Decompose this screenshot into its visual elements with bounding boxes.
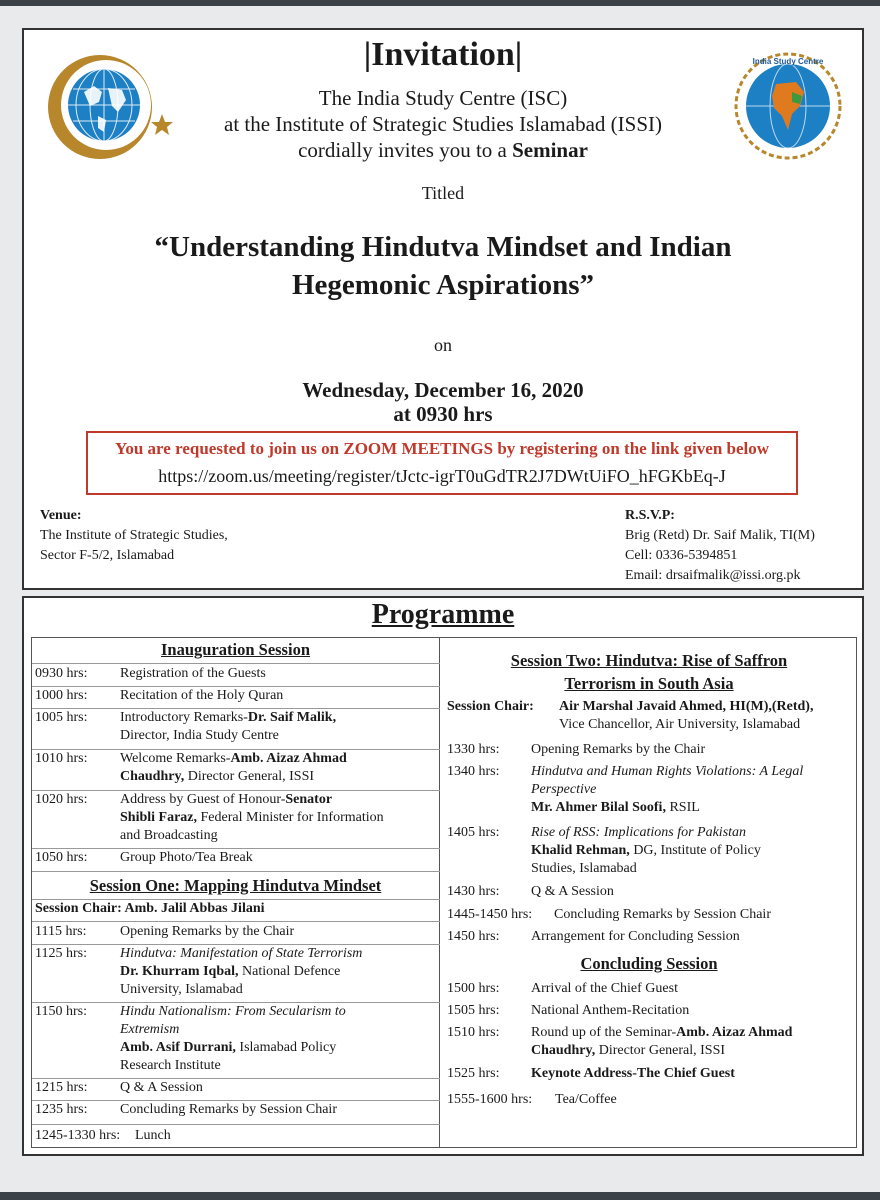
row-speaker: Khalid Rehman, (531, 843, 630, 858)
schedule-row (447, 928, 852, 946)
seminar-title (24, 228, 862, 304)
row-time: 1125 hrs: (35, 946, 87, 961)
row-text (531, 824, 761, 878)
row-time: 1150 hrs: (35, 1004, 87, 1019)
row-text: Opening Remarks by the Chair (531, 742, 706, 757)
zoom-registration-link[interactable]: https://zoom.us/meeting/register/tJctc-igrT0uGdTR2J7DWtUiFO_hFGKbEq-J (158, 466, 726, 486)
zoom-registration-box (86, 431, 798, 495)
session-two-heading (440, 649, 858, 695)
row-time: 1405 hrs: (447, 825, 500, 840)
row-time: 1430 hrs: (447, 884, 500, 899)
seminar-title-line-1: “Understanding Hindutva Mindset and Indian (154, 231, 732, 263)
row-time: 1050 hrs: (35, 850, 88, 865)
row-affiliation-cont: Research Institute (120, 1058, 221, 1073)
row-text: Recitation of the Holy Quran (120, 688, 284, 703)
row-speaker: Dr. Saif Malik, (247, 710, 337, 725)
schedule-row (35, 665, 435, 683)
schedule-row (447, 883, 852, 901)
row-time: 1340 hrs: (447, 764, 500, 779)
row-text: Group Photo/Tea Break (120, 850, 253, 865)
row-speaker: Mr. Ahmer Bilal Soofi, (531, 800, 666, 815)
row-time: 1450 hrs: (447, 929, 500, 944)
row-time: 1215 hrs: (35, 1080, 88, 1095)
venue-line-1: The Institute of Strategic Studies, (40, 528, 228, 543)
row-text: Arrival of the Chief Guest (531, 981, 678, 996)
session-one-heading: Session One: Mapping Hindutva Mindset (89, 876, 382, 895)
row-topic: Hindutva: Manifestation of State Terrorism (120, 946, 363, 961)
row-text: National Anthem-Recitation (531, 1003, 690, 1018)
row-text: Registration of the Guests (120, 666, 266, 681)
row-topic-cont: Perspective (531, 782, 597, 797)
venue-label: Venue: (40, 508, 82, 523)
logo-right-text: India Study Centre (752, 57, 824, 66)
event-date-block (24, 378, 862, 426)
row-time: 1020 hrs: (35, 792, 88, 807)
titled-label: Titled (421, 183, 465, 203)
row-affiliation: Director General, ISSI (595, 1043, 726, 1058)
row-time: 1510 hrs: (447, 1025, 500, 1040)
venue-line-2: Sector F-5/2, Islamabad (40, 548, 175, 563)
row-text (531, 1024, 792, 1060)
rsvp-name: Brig (Retd) Dr. Saif Malik, TI(M) (625, 528, 815, 543)
row-time: 1555-1600 hrs: (447, 1092, 533, 1107)
invitation-title: |Invitation| (363, 36, 523, 73)
on-label: on (434, 335, 452, 355)
seminar-title-line-2: Hegemonic Aspirations” (291, 269, 595, 301)
row-topic: Rise of RSS: Implications for Pakistan (531, 825, 747, 840)
rsvp-cell: Cell: 0336-5394851 (625, 548, 738, 563)
schedule-row (35, 709, 435, 745)
row-time: 1115 hrs: (35, 924, 87, 939)
schedule-row (35, 687, 435, 705)
row-text (120, 791, 384, 845)
row-text: Tea/Coffee (555, 1092, 617, 1107)
schedule-row (447, 1024, 852, 1060)
row-time: 1245-1330 hrs: (35, 1128, 121, 1143)
row-time: 1005 hrs: (35, 710, 88, 725)
row-role: Introductory Remarks- (120, 710, 248, 725)
row-text: Concluding Remarks by Session Chair (554, 907, 771, 922)
organizer-line-2: at the Institute of Strategic Studies Islamabad (ISSI) (224, 112, 662, 136)
row-speaker-cont: Chaudhry, (120, 769, 185, 784)
row-affiliation: RSIL (665, 800, 700, 815)
organizer-line-1: The India Study Centre (ISC) (318, 86, 568, 110)
row-time: 1010 hrs: (35, 751, 88, 766)
row-text (120, 750, 347, 786)
row-role: Welcome Remarks- (120, 751, 231, 766)
row-rule (32, 899, 440, 900)
row-rule (32, 921, 440, 922)
row-time: 1000 hrs: (35, 688, 88, 703)
row-text (120, 709, 336, 745)
row-affiliation-cont: University, Islamabad (120, 982, 243, 997)
row-text (120, 945, 362, 999)
zoom-instruction: You are requested to join us on ZOOM MEETINGS by registering on the link given below (114, 439, 770, 458)
row-role: Address by Guest of Honour- (120, 792, 286, 807)
row-speaker-cont: Shibli Faraz, (120, 810, 198, 825)
row-time: 1505 hrs: (447, 1003, 500, 1018)
row-speaker: Amb. Asif Durrani, (120, 1040, 236, 1055)
schedule-row (35, 1079, 435, 1097)
schedule-row (35, 1003, 435, 1075)
event-time: at 0930 hrs (393, 402, 493, 426)
row-affiliation: DG, Institute of Policy (629, 843, 761, 858)
schedule-row (447, 1002, 852, 1020)
event-date: Wednesday, December 16, 2020 (302, 378, 584, 402)
row-text: Lunch (135, 1128, 171, 1143)
schedule-row (447, 1065, 852, 1083)
row-rule (32, 663, 440, 664)
invitation-card (22, 28, 864, 590)
venue-block (40, 506, 228, 566)
rsvp-block (625, 506, 815, 586)
row-text: Arrangement for Concluding Session (531, 929, 740, 944)
row-topic-cont: Extremism (120, 1022, 180, 1037)
row-affiliation-cont: Studies, Islamabad (531, 861, 637, 876)
row-time: 1500 hrs: (447, 981, 500, 996)
concluding-heading: Concluding Session (580, 954, 718, 973)
schedule-row (35, 1127, 435, 1145)
row-time: 0930 hrs: (35, 666, 88, 681)
row-text: Q & A Session (120, 1080, 203, 1095)
schedule-row (447, 763, 852, 817)
schedule-row (447, 906, 852, 924)
invite-text: cordially invites you to a (298, 138, 513, 162)
row-speaker-cont: Chaudhry, (531, 1043, 596, 1058)
seminar-word: Seminar (512, 138, 588, 162)
row-affiliation: Director General, ISSI (184, 769, 315, 784)
schedule-row (35, 849, 435, 867)
row-time: 1235 hrs: (35, 1102, 88, 1117)
rsvp-label: R.S.V.P: (625, 508, 675, 523)
session-two-heading-line-2: Terrorism in South Asia (564, 674, 734, 693)
row-affiliation: Islamabad Policy (235, 1040, 337, 1055)
row-text (120, 1003, 346, 1075)
programme-card (22, 596, 864, 1156)
schedule-row (35, 923, 435, 941)
row-affiliation: Director, India Study Centre (120, 728, 279, 743)
session-two-heading-line-1: Session Two: Hindutva: Rise of Saffron (510, 651, 788, 670)
row-text: Keynote Address-The Chief Guest (531, 1066, 735, 1081)
row-text: Concluding Remarks by Session Chair (120, 1102, 337, 1117)
row-rule (32, 1124, 440, 1125)
row-role: Round up of the Seminar- (531, 1025, 677, 1040)
inauguration-heading: Inauguration Session (160, 640, 310, 659)
row-time: 1445-1450 hrs: (447, 907, 533, 922)
column-divider (439, 638, 440, 1147)
schedule-row (447, 741, 852, 759)
organizer-line-3 (24, 137, 862, 163)
row-speaker: Amb. Aizaz Ahmad (230, 751, 347, 766)
row-affiliation-cont: and Broadcasting (120, 828, 218, 843)
schedule-row (447, 980, 852, 998)
schedule-row (35, 1101, 435, 1119)
bottom-bar (0, 1192, 880, 1200)
row-text (531, 763, 803, 817)
session-two-chair-label: Session Chair: (447, 699, 534, 714)
row-speaker: Dr. Khurram Iqbal, (120, 964, 239, 979)
row-time: 1525 hrs: (447, 1066, 500, 1081)
row-text: Q & A Session (531, 884, 614, 899)
top-bar (0, 0, 880, 6)
schedule-row (35, 945, 435, 999)
row-affiliation: Federal Minister for Information (197, 810, 384, 825)
row-speaker: Senator (285, 792, 333, 807)
programme-title: Programme (371, 599, 515, 630)
row-speaker: Amb. Aizaz Ahmad (676, 1025, 793, 1040)
programme-table (31, 637, 857, 1148)
row-time: 1330 hrs: (447, 742, 500, 757)
session-one-chair: Session Chair: Amb. Jalil Abbas Jilani (35, 901, 265, 916)
schedule-row (35, 791, 435, 845)
schedule-row (35, 750, 435, 786)
schedule-row (447, 1091, 852, 1109)
row-affiliation: National Defence (238, 964, 341, 979)
session-two-chair (447, 698, 814, 732)
session-two-chair-affiliation: Vice Chancellor, Air University, Islamabad (559, 717, 801, 732)
schedule-row (447, 824, 852, 878)
row-text: Opening Remarks by the Chair (120, 924, 295, 939)
row-topic: Hindu Nationalism: From Secularism to (120, 1004, 346, 1019)
row-topic: Hindutva and Human Rights Violations: A Legal (531, 764, 804, 779)
organizer-block (24, 85, 862, 163)
row-rule (32, 871, 440, 872)
session-two-chair-name: Air Marshal Javaid Ahmed, HI(M),(Retd), (559, 699, 814, 714)
rsvp-email[interactable]: Email: drsaifmalik@issi.org.pk (625, 568, 801, 583)
